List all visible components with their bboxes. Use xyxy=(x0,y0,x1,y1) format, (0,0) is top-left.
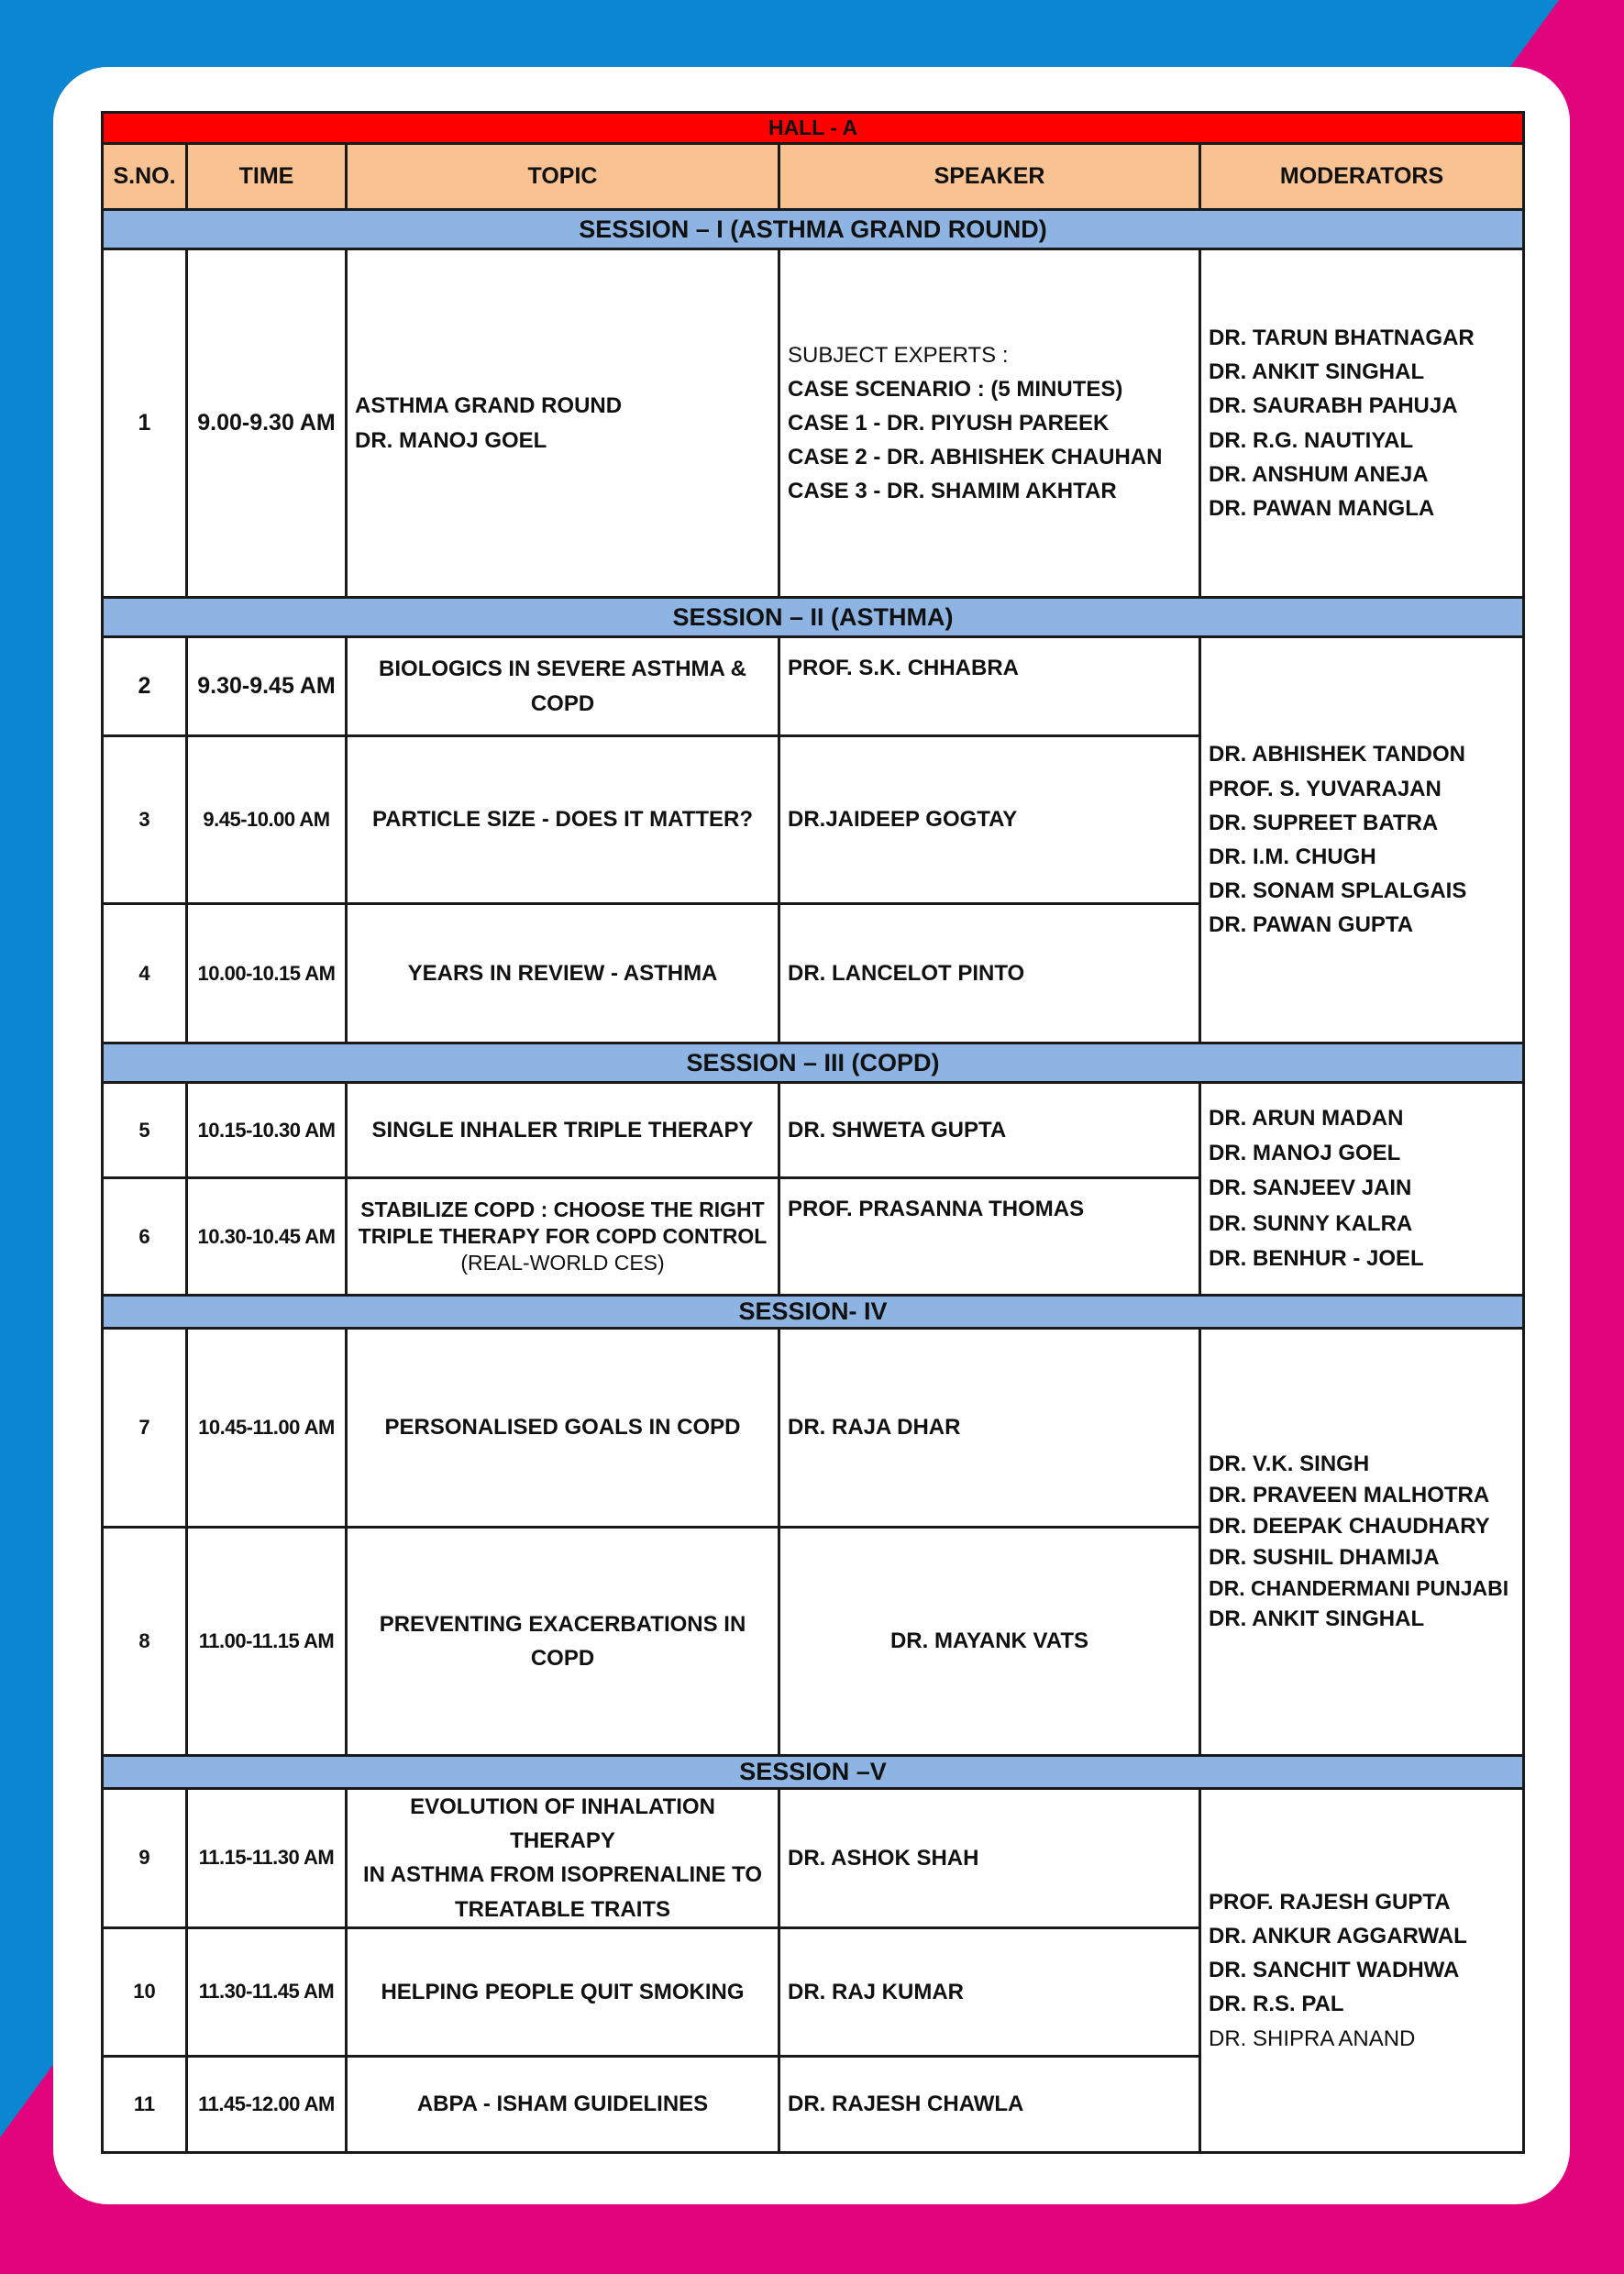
moderator-name: DR. PRAVEEN MALHOTRA xyxy=(1209,1483,1490,1508)
speaker-line: PROF. S.K. CHHABRA xyxy=(788,656,1020,680)
speaker-line: DR. MAYANK VATS xyxy=(889,1628,1089,1654)
speaker-line: DR. RAJA DHAR xyxy=(788,1415,961,1441)
table-row xyxy=(103,249,1524,598)
topic-line: ABPA - ISHAM GUIDELINES xyxy=(416,2092,709,2117)
session-moderators xyxy=(1200,1789,1524,2153)
topic-line: IN ASTHMA FROM ISOPRENALINE TO xyxy=(362,1862,763,1888)
row-speaker xyxy=(779,1927,1200,2056)
moderator-name: DR. R.G. NAUTIYAL xyxy=(1209,427,1414,453)
topic-line: HELPING PEOPLE QUIT SMOKING xyxy=(381,1979,745,2004)
moderator-name: DR. R.S. PAL xyxy=(1209,1992,1344,2017)
row-sno: 4 xyxy=(103,904,187,1043)
row-time: 10.30-10.45 AM xyxy=(187,1178,347,1296)
topic-line: COPD xyxy=(530,690,595,716)
row-speaker xyxy=(779,1083,1200,1178)
header-time: TIME xyxy=(187,144,347,210)
moderator-name: DR. ANKIT SINGHAL xyxy=(1209,1606,1425,1631)
row-sno: 10 xyxy=(103,1927,187,2056)
hall-title: HALL - A xyxy=(103,113,1524,144)
topic-line: BIOLOGICS IN SEVERE ASTHMA & xyxy=(379,657,746,682)
table-row xyxy=(103,637,1524,736)
session-moderators xyxy=(1200,1329,1524,1756)
row-time: 10.45-11.00 AM xyxy=(187,1329,347,1528)
row-time: 11.00-11.15 AM xyxy=(187,1528,347,1756)
header-moderators: MODERATORS xyxy=(1200,144,1524,210)
table-row xyxy=(103,1789,1524,1928)
row-sno: 2 xyxy=(103,637,187,736)
topic-line: PERSONALISED GOALS IN COPD xyxy=(384,1415,741,1441)
row-speaker xyxy=(779,1528,1200,1756)
session-header xyxy=(103,1756,1524,1789)
moderator-name: PROF. RAJESH GUPTA xyxy=(1209,1889,1451,1915)
speaker-line: DR.JAIDEEP GOGTAY xyxy=(788,807,1018,833)
session-title: SESSION – III (COPD) xyxy=(103,1043,1524,1083)
speaker-line: CASE 3 - DR. SHAMIM AKHTAR xyxy=(788,479,1117,504)
row-sno: 6 xyxy=(103,1178,187,1296)
topic-line: COPD xyxy=(530,1646,595,1671)
moderator-name: DR. ANSHUM ANEJA xyxy=(1209,461,1429,487)
topic-line: ASTHMA GRAND ROUND xyxy=(355,393,623,419)
speaker-line: DR. LANCELOT PINTO xyxy=(788,960,1025,986)
moderator-name: DR. ARUN MADAN xyxy=(1209,1105,1404,1131)
moderator-name: DR. BENHUR - JOEL xyxy=(1209,1246,1424,1272)
row-topic xyxy=(347,2056,779,2152)
table-row xyxy=(103,1329,1524,1528)
row-speaker xyxy=(779,1789,1200,1928)
moderator-name: DR. PAWAN MANGLA xyxy=(1209,495,1435,521)
header-topic: TOPIC xyxy=(347,144,779,210)
moderator-name: DR. CHANDERMANI PUNJABI xyxy=(1209,1576,1509,1601)
session-moderators xyxy=(1200,249,1524,598)
moderator-name: DR. SANCHIT WADHWA xyxy=(1209,1958,1460,1983)
row-speaker xyxy=(779,249,1200,598)
moderator-name: DR. SANJEEV JAIN xyxy=(1209,1176,1412,1201)
moderator-name: DR. V.K. SINGH xyxy=(1209,1451,1370,1476)
row-topic xyxy=(347,1528,779,1756)
schedule-table xyxy=(101,111,1525,2154)
topic-line: PREVENTING EXACERBATIONS IN xyxy=(379,1611,746,1637)
topic-line: STABILIZE COPD : CHOOSE THE RIGHT xyxy=(360,1198,765,1222)
row-topic xyxy=(347,1083,779,1178)
topic-line: YEARS IN REVIEW - ASTHMA xyxy=(407,960,718,986)
moderator-name: DR. TARUN BHATNAGAR xyxy=(1209,325,1475,350)
speaker-line: DR. ASHOK SHAH xyxy=(788,1845,979,1871)
row-time: 10.15-10.30 AM xyxy=(187,1083,347,1178)
row-topic xyxy=(347,1329,779,1528)
row-sno: 9 xyxy=(103,1789,187,1928)
topic-line: TREATABLE TRAITS xyxy=(454,1896,671,1922)
session-moderators xyxy=(1200,1083,1524,1296)
moderator-name: DR. SUPREET BATRA xyxy=(1209,810,1439,835)
topic-line: TRIPLE THERAPY FOR COPD CONTROL xyxy=(358,1224,768,1249)
session-header xyxy=(103,210,1524,249)
moderator-name: PROF. S. YUVARAJAN xyxy=(1209,776,1442,801)
topic-line: EVOLUTION OF INHALATION THERAPY xyxy=(410,1794,715,1854)
moderator-name: DR. ABHISHEK TANDON xyxy=(1209,742,1465,767)
speaker-line: DR. RAJ KUMAR xyxy=(788,1979,964,2004)
row-speaker xyxy=(779,637,1200,736)
speaker-line: DR. SHWETA GUPTA xyxy=(788,1117,1007,1143)
speaker-line: CASE 1 - DR. PIYUSH PAREEK xyxy=(788,410,1110,436)
session-moderators xyxy=(1200,637,1524,1043)
topic-line: SINGLE INHALER TRIPLE THERAPY xyxy=(371,1117,754,1143)
session-header xyxy=(103,598,1524,637)
row-time: 9.30-9.45 AM xyxy=(187,637,347,736)
topic-line: DR. MANOJ GOEL xyxy=(355,427,547,453)
moderator-name: DR. SAURABH PAHUJA xyxy=(1209,393,1458,419)
moderator-name: DR. ANKUR AGGARWAL xyxy=(1209,1924,1467,1949)
moderator-name: DR. I.M. CHUGH xyxy=(1209,844,1376,869)
row-time: 10.00-10.15 AM xyxy=(187,904,347,1043)
moderator-name: DR. SONAM SPLALGAIS xyxy=(1209,878,1467,904)
row-sno: 3 xyxy=(103,736,187,904)
moderator-name: DR. ANKIT SINGHAL xyxy=(1209,359,1425,385)
session-title: SESSION – I (ASTHMA GRAND ROUND) xyxy=(103,210,1524,249)
row-topic xyxy=(347,904,779,1043)
row-time: 11.45-12.00 AM xyxy=(187,2056,347,2152)
speaker-line: CASE 2 - DR. ABHISHEK CHAUHAN xyxy=(788,445,1163,470)
moderator-name: DR. DEEPAK CHAUDHARY xyxy=(1209,1514,1490,1540)
row-topic xyxy=(347,736,779,904)
table-row xyxy=(103,1083,1524,1178)
row-sno: 11 xyxy=(103,2056,187,2152)
session-title: SESSION- IV xyxy=(103,1296,1524,1329)
row-time: 9.45-10.00 AM xyxy=(187,736,347,904)
row-topic xyxy=(347,1927,779,2056)
row-speaker xyxy=(779,736,1200,904)
session-title: SESSION – II (ASTHMA) xyxy=(103,598,1524,637)
row-time: 11.15-11.30 AM xyxy=(187,1789,347,1928)
moderator-name: DR. SHIPRA ANAND xyxy=(1209,2026,1416,2051)
row-speaker xyxy=(779,2056,1200,2152)
session-header xyxy=(103,1043,1524,1083)
speaker-line: DR. RAJESH CHAWLA xyxy=(788,2092,1024,2117)
moderator-name: DR. SUNNY KALRA xyxy=(1209,1210,1413,1236)
topic-line: (REAL-WORLD CES) xyxy=(460,1250,665,1275)
row-topic xyxy=(347,637,779,736)
moderator-name: DR. PAWAN GUPTA xyxy=(1209,912,1414,938)
row-sno: 8 xyxy=(103,1528,187,1756)
row-speaker xyxy=(779,904,1200,1043)
hall-title-row xyxy=(103,113,1524,144)
row-topic xyxy=(347,1789,779,1928)
row-speaker xyxy=(779,1329,1200,1528)
row-time: 11.30-11.45 AM xyxy=(187,1927,347,2056)
moderator-name: DR. MANOJ GOEL xyxy=(1209,1140,1401,1165)
row-sno: 5 xyxy=(103,1083,187,1178)
session-header xyxy=(103,1296,1524,1329)
row-sno: 7 xyxy=(103,1329,187,1528)
row-topic xyxy=(347,249,779,598)
speaker-line: PROF. PRASANNA THOMAS xyxy=(788,1197,1085,1221)
moderator-name: DR. SUSHIL DHAMIJA xyxy=(1209,1545,1440,1571)
session-title: SESSION –V xyxy=(103,1756,1524,1789)
header-speaker: SPEAKER xyxy=(779,144,1200,210)
topic-line: PARTICLE SIZE - DOES IT MATTER? xyxy=(371,807,754,833)
row-topic xyxy=(347,1178,779,1296)
header-sno: S.NO. xyxy=(103,144,187,210)
speaker-line: CASE SCENARIO : (5 MINUTES) xyxy=(788,376,1123,402)
row-sno: 1 xyxy=(103,249,187,598)
row-speaker xyxy=(779,1178,1200,1296)
column-header-row xyxy=(103,144,1524,210)
row-time: 9.00-9.30 AM xyxy=(187,249,347,598)
speaker-line: SUBJECT EXPERTS : xyxy=(788,342,1009,368)
